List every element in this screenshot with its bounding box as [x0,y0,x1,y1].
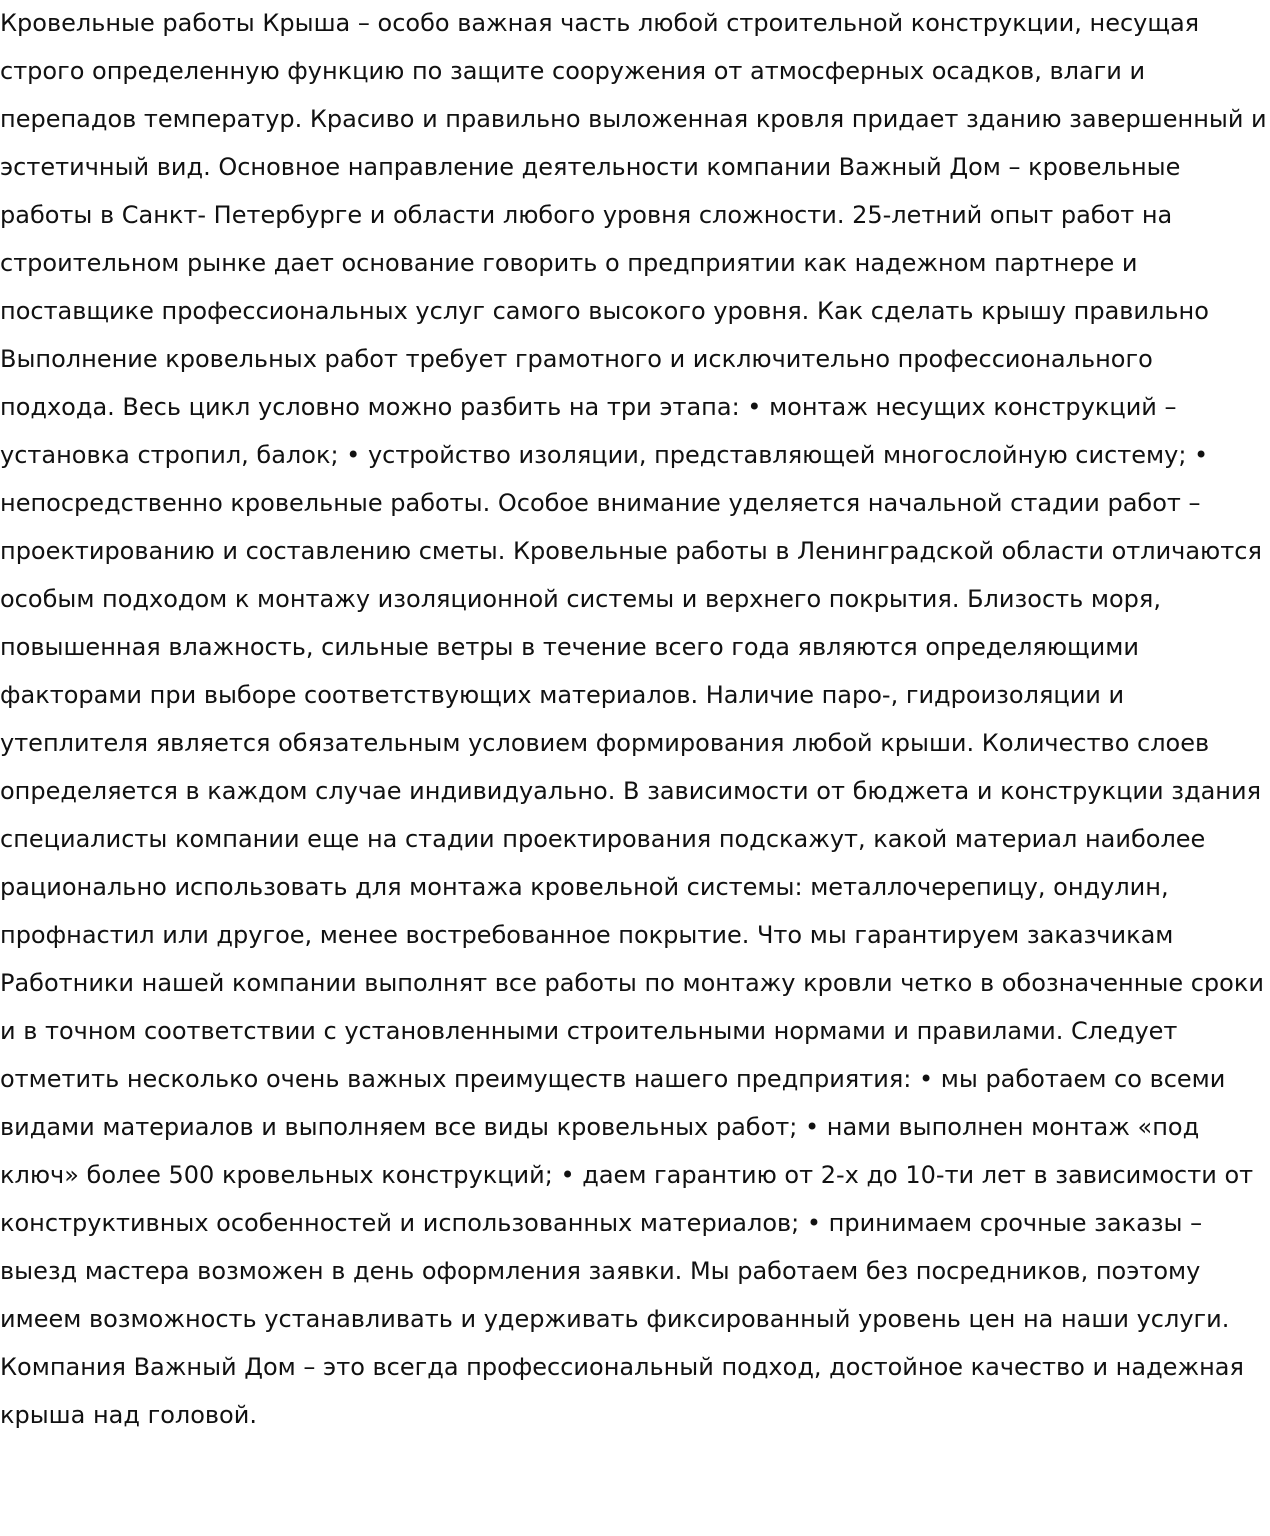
body-paragraph: Кровельные работы Крыша – особо важная часть любой строительной конструкции, несущая строго определенную функцию по защите сооружения от атмосферных осадков, влаги и перепадов температур. Красиво и правильно выложенная кровля придает зданию завершенный и эстетичный вид. Основное направление деятельности компании Важный Дом – кровельные работы в Санкт- Петербурге и области любого уровня сложности. 25-летний опыт работ на строительном рынке дает основание говорить о предприятии как надежном партнере и поставщике профессиональных услуг самого высокого уровня. Как сделать крышу правильно Выполнение кровельных работ требует грамотного и исключительно профессионального подхода. Весь цикл условно можно разбить на три этапа: • монтаж несущих конструкций – установка стропил, балок; • устройство изоляции, представляющей многослойную систему; • непосредственно кровельные работы. Особое внимание уделяется начальной стадии работ – проектированию и составлению сметы. Кровельные работы в Ленинградской области отличаются особым подходом к монтажу изоляционной системы и верхнего покрытия. Близость моря, повышенная влажность, сильные ветры в течение всего года являются определяющими факторами при выборе соответствующих материалов. Наличие паро-, гидроизоляции и утеплителя является обязательным условием формирования любой крыши. Количество слоев определяется в каждом случае индивидуально. В зависимости от бюджета и конструкции здания специалисты компании еще на стадии проектирования подскажут, какой материал наиболее рационально использовать для монтажа кровельной системы: металлочерепицу, ондулин, профнастил или другое, менее востребованное покрытие. Что мы гарантируем заказчикам Работники нашей компании выполнят все работы по монтажу кровли четко в обозначенные сроки и в точном соответствии с установленными строительными нормами и правилами. Следует отметить несколько очень важных преимуществ нашего предприятия: • мы работаем со всеми видами материалов и выполняем все виды кровельных работ; • нами выполнен монтаж «под ключ» более 500 кровельных конструкций; • даем гарантию от 2-х до 10-ти лет в зависимости от конструктивных особенностей и использованных материалов; • принимаем срочные заказы – выезд мастера возможен в день оформления заявки. Мы работаем без посредников, поэтому имеем возможность устанавливать и удерживать фиксированный уровень цен на наши услуги. Компания Важный Дом – это всегда профессиональный подход, достойное качество и надежная крыша над головой. [0,9,1267,1429]
